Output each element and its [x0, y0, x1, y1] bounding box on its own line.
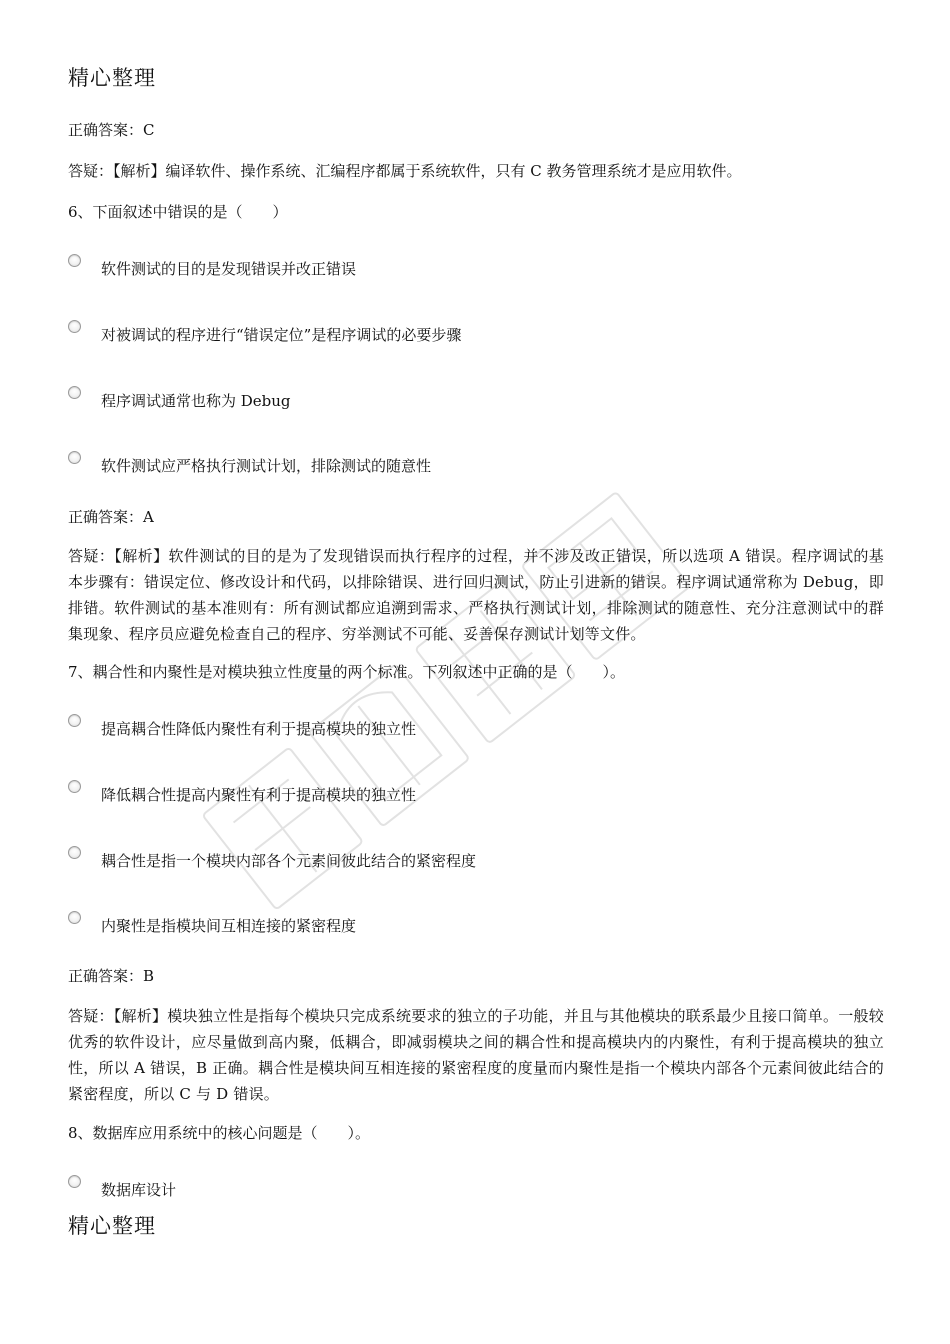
q7-correct-answer: 正确答案：B: [68, 967, 155, 985]
radio-button-icon[interactable]: [68, 780, 81, 793]
q7-option-c[interactable]: [68, 846, 768, 872]
page-header-title: 精心整理: [68, 66, 156, 90]
q8-option-a-label: 数据库设计: [101, 1181, 177, 1199]
radio-button-icon[interactable]: [68, 911, 81, 924]
radio-button-icon[interactable]: [68, 386, 81, 399]
radio-button-icon[interactable]: [68, 451, 81, 464]
q6-option-d-label: 软件测试应严格执行测试计划，排除测试的随意性: [101, 457, 432, 475]
radio-button-icon[interactable]: [68, 254, 81, 267]
q6-option-c-label: 程序调试通常也称为 Debug: [101, 392, 291, 410]
q6-option-a-label: 软件测试的目的是发现错误并改正错误: [101, 260, 357, 278]
q7-option-d[interactable]: [68, 911, 768, 937]
q7-option-b[interactable]: [68, 780, 768, 806]
radio-button-icon[interactable]: [68, 846, 81, 859]
q6-option-b-label: 对被调试的程序进行“错误定位”是程序调试的必要步骤: [101, 326, 462, 344]
q6-option-c[interactable]: [68, 386, 768, 412]
q5-explanation: 答疑：【解析】编译软件、操作系统、汇编程序都属于系统软件，只有 C 教务管理系统才是应用软件。: [68, 162, 742, 180]
q6-option-b[interactable]: [68, 320, 768, 346]
q7-option-c-label: 耦合性是指一个模块内部各个元素间彼此结合的紧密程度: [101, 852, 477, 870]
radio-button-icon[interactable]: [68, 714, 81, 727]
radio-button-icon[interactable]: [68, 1175, 81, 1188]
q6-explanation: 答疑：【解析】软件测试的目的是为了发现错误而执行程序的过程，并不涉及改正错误，所以选项 A 错误。程序调试的基本步骤有：错误定位、修改设计和代码，以排除错误、进行回归测试，防止引进新的错误。程序调试通常称为 Debug，即排错。软件测试的基本准则有：所有测试都应追溯到需求、严格执行测试计划，排除测试的随意性、充分注意测试中的群集现象、程序员应避免检查自己的程序、穷举测试不可能、妥善保存测试计划等文件。: [68, 547, 884, 643]
q7-option-a[interactable]: [68, 714, 768, 740]
q6-option-d[interactable]: [68, 451, 768, 477]
radio-button-icon[interactable]: [68, 320, 81, 333]
q5-correct-answer: 正确答案：C: [68, 121, 155, 139]
q8-option-a[interactable]: [68, 1175, 768, 1201]
q7-option-b-label: 降低耦合性提高内聚性有利于提高模块的独立性: [101, 786, 417, 804]
page-footer-title: 精心整理: [68, 1214, 156, 1238]
q6-correct-answer: 正确答案：A: [68, 508, 154, 526]
q7-explanation: 答疑：【解析】模块独立性是指每个模块只完成系统要求的独立的子功能，并且与其他模块的联系最少且接口简单。一般较优秀的软件设计，应尽量做到高内聚，低耦合，即减弱模块之间的耦合性和提高模块内的内聚性，有利于提高模块的独立性，所以 A 错误，B 正确。耦合性是模块间互相连接的紧密程度的度量而内聚性是指一个模块内部各个元素间彼此结合的紧密程度，所以 C 与 D 错误。: [68, 1007, 884, 1103]
q7-option-a-label: 提高耦合性降低内聚性有利于提高模块的独立性: [101, 720, 417, 738]
q6-question: 6、下面叙述中错误的是（ ）: [68, 203, 288, 221]
q7-question: 7、耦合性和内聚性是对模块独立性度量的两个标准。下列叙述中正确的是（ ）。: [68, 663, 626, 681]
q7-option-d-label: 内聚性是指模块间互相连接的紧密程度: [101, 917, 357, 935]
q6-option-a[interactable]: [68, 254, 768, 280]
q8-question: 8、数据库应用系统中的核心问题是（ ）。: [68, 1124, 371, 1142]
